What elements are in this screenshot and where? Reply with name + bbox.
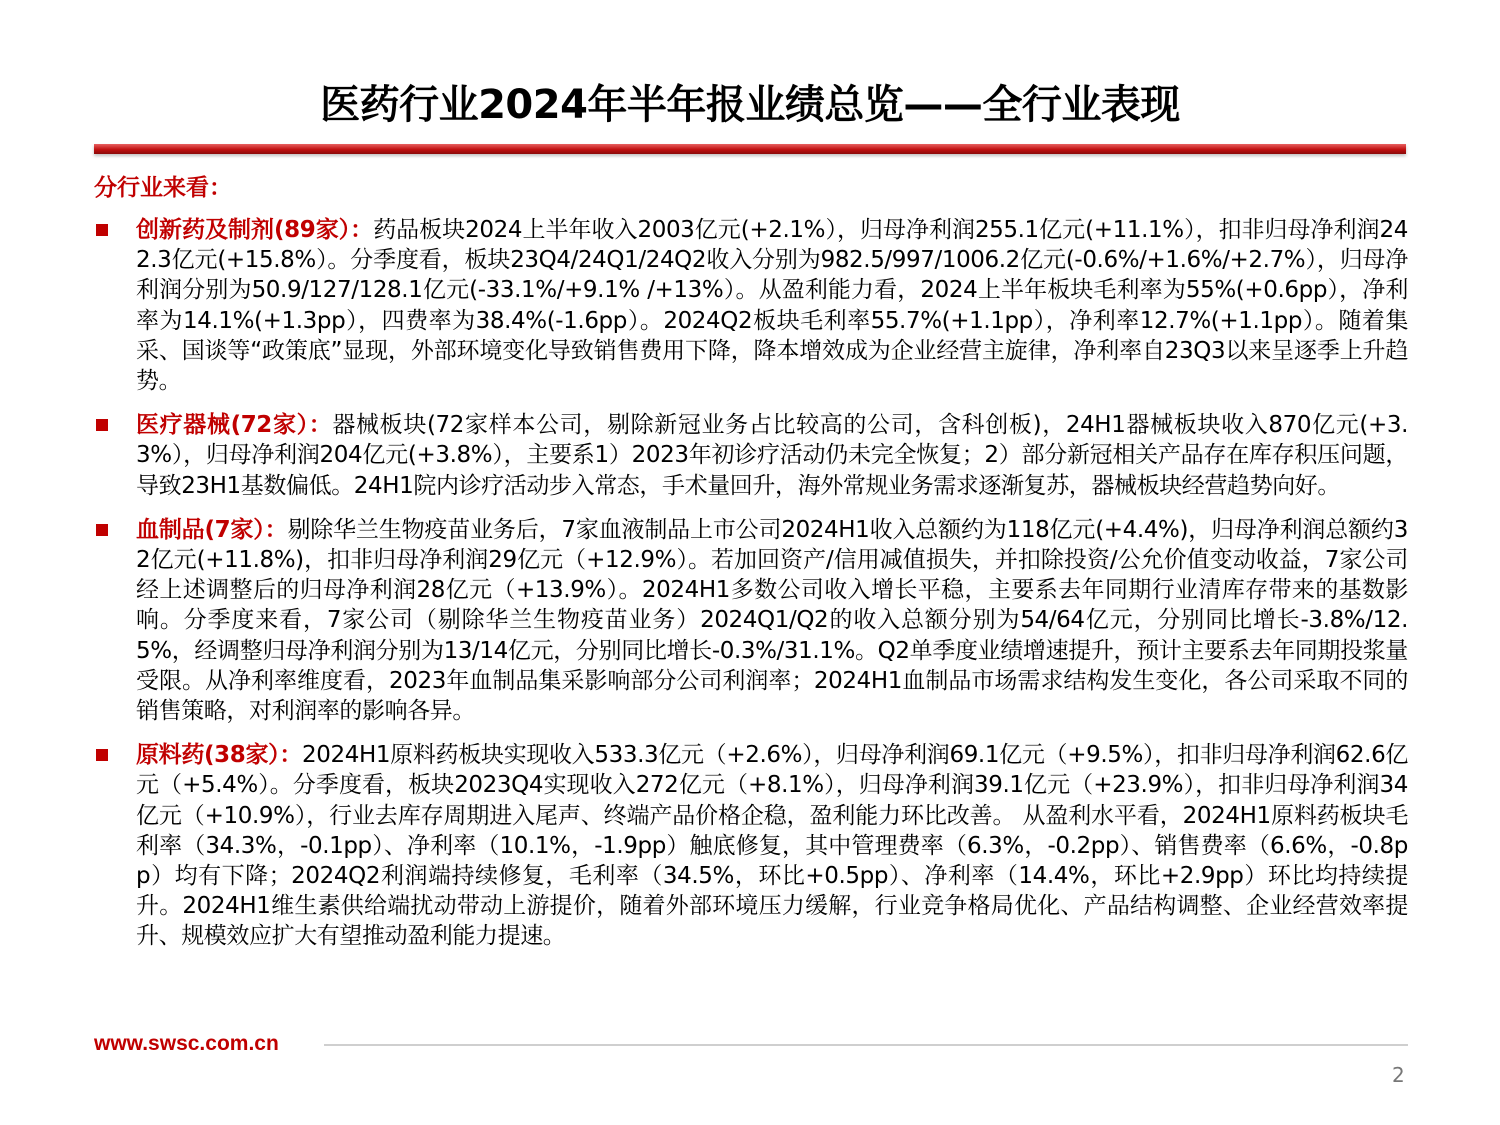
footer-divider (324, 1044, 1408, 1046)
item-paragraph (136, 515, 1408, 726)
content-list (94, 215, 1408, 966)
item-body: 药品板块2024上半年收入2003亿元(+2.1%），归母净利润255.1亿元(+11.1%），扣非归母净利润242.3亿元(+15.8%）。分季度看，板块23Q4/24Q1/24Q2收入分别为982.5/997/1006.2亿元(-0.6%/+1.6%/+2.7%），归母净利润分别为50.9/127/128.1亿元(-33.1%/+9.1% /+13%）。从盈利能力看，2024上半年板块毛利率为55%(+0.6pp），净利率为14.1%(+1.3pp），四费率为38.4%(-1.6pp）。2024Q2板块毛利率55.7%(+1.1pp），净利率12.7%(+1.1pp）。随着集采、国谈等“政策底”显现，外部环境变化导致销售费用下降，降本增效成为企业经营主旋律，净利率自23Q3以来呈逐季上升趋势。 (136, 217, 1409, 395)
page-title: 医药行业2024年半年报业绩总览——全行业表现 (320, 82, 1180, 128)
item-body: 器械板块(72家样本公司，剔除新冠业务占比较高的公司，含科创板)，24H1器械板块收入870亿元(+3.3%），归母净利润204亿元(+3.8%），主要系1）2023年初诊疗活动仍未完全恢复；2）部分新冠相关产品存在库存积压问题，导致23H1基数偏低。24H1院内诊疗活动步入常态，手术量回升，海外常规业务需求逐渐复苏，器械板块经营趋势向好。 (136, 412, 1408, 499)
section-label: 分行业来看： (94, 175, 232, 201)
square-bullet-icon (96, 419, 108, 431)
square-bullet-icon (96, 749, 108, 761)
square-bullet-icon (96, 524, 108, 536)
footer-website-link[interactable]: www.swsc.com.cn (94, 1032, 279, 1055)
item-paragraph (136, 215, 1408, 396)
list-item (94, 515, 1408, 726)
title-underline-bar (94, 144, 1406, 154)
list-item (94, 410, 1408, 501)
item-lead: 医疗器械(72家）： (136, 412, 333, 439)
list-item (94, 215, 1408, 396)
item-body: 剔除华兰生物疫苗业务后，7家血液制品上市公司2024H1收入总额约为118亿元(+4.4%)，归母净利润总额约32亿元(+11.8%)，扣非归母净利润29亿元（+12.9%）。若加回资产/信用减值损失，并扣除投资/公允价值变动收益，7家公司经上述调整后的归母净利润28亿元（+13.9%）。2024H1多数公司收入增长平稳，主要系去年同期行业清库存带来的基数影响。分季度来看，7家公司（剔除华兰生物疫苗业务）2024Q1/Q2的收入总额分别为54/64亿元，分别同比增长-3.8%/12.5%，经调整归母净利润分别为13/14亿元，分别同比增长-0.3%/31.1%。Q2单季度业绩增速提升，预计主要系去年同期投浆量受限。从净利率维度看，2023年血制品集采影响部分公司利润率；2024H1血制品市场需求结构发生变化，各公司采取不同的销售策略，对利润率的影响各异。 (136, 516, 1408, 725)
item-paragraph (136, 410, 1408, 501)
page-number: 2 (1392, 1063, 1405, 1087)
list-item (94, 740, 1408, 951)
item-lead: 原料药(38家）： (136, 742, 303, 769)
item-body: 2024H1原料药板块实现收入533.3亿元（+2.6%），归母净利润69.1亿元（+9.5%），扣非归母净利润62.6亿元（+5.4%）。分季度看，板块2023Q4实现收入272亿元（+8.1%），归母净利润39.1亿元（+23.9%），扣非归母净利润34亿元（+10.9%），行业去库存周期进入尾声、终端产品价格企稳，盈利能力环比改善。 从盈利水平看，2024H1原料药板块毛利率（34.3%，-0.1pp）、净利率（10.1%，-1.9pp）触底修复，其中管理费率（6.3%，-0.2pp）、销售费率（6.6%，-0.8pp）均有下降；2024Q2利润端持续修复，毛利率（34.5%，环比+0.5pp）、净利率（14.4%，环比+2.9pp）环比均持续提升。2024H1维生素供给端扰动带动上游提价，随着外部环境压力缓解，行业竞争格局优化、产品结构调整、企业经营效率提升、规模效应扩大有望推动盈利能力提速。 (136, 742, 1408, 950)
item-lead: 创新药及制剂(89家）： (136, 217, 374, 243)
item-lead: 血制品(7家）： (136, 516, 288, 543)
square-bullet-icon (96, 224, 108, 236)
item-paragraph (136, 740, 1408, 951)
